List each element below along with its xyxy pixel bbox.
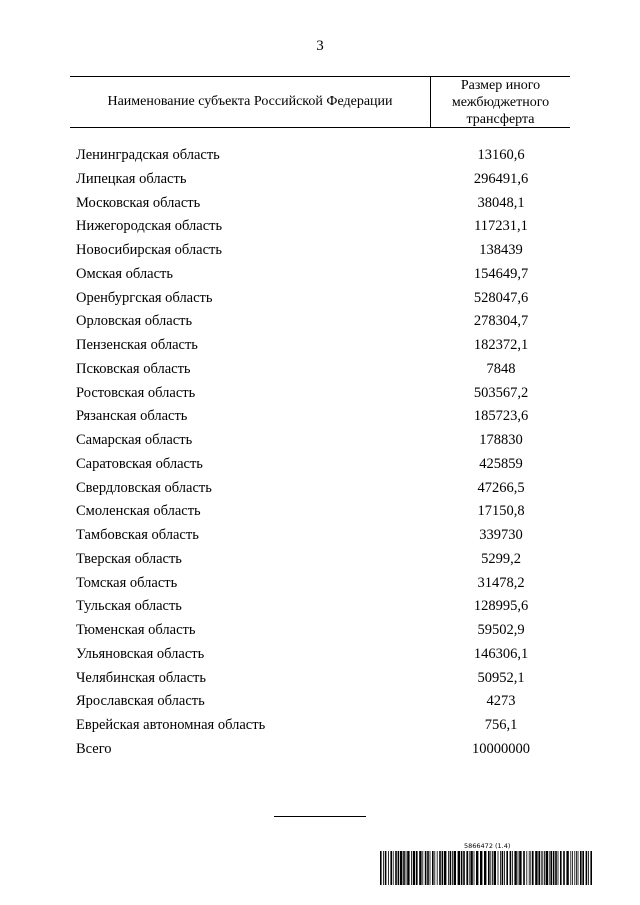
row-transfer-amount: 4273: [486, 693, 516, 710]
row-transfer-amount: 278304,7: [473, 313, 529, 330]
row-transfer-amount: 154649,7: [473, 265, 529, 282]
table-header: [70, 76, 570, 128]
table-row: [76, 239, 570, 263]
row-subject-name: Орловская область: [76, 313, 193, 330]
table-row: [76, 263, 570, 287]
table-row: [76, 168, 570, 192]
page-number: 3: [316, 38, 324, 54]
row-subject-name: Московская область: [76, 194, 201, 211]
table-row: [76, 595, 570, 619]
row-subject-name: Ульяновская область: [76, 645, 205, 662]
barcode-block: [380, 842, 592, 886]
row-subject-name: Свердловская область: [76, 479, 212, 496]
row-transfer-amount: 339730: [479, 527, 523, 543]
row-transfer-amount: 31478,2: [477, 574, 525, 591]
barcode-code: 5866472 (1.4): [464, 842, 511, 850]
row-subject-name: Ленинградская область: [76, 147, 220, 163]
table-row: [76, 358, 570, 382]
row-transfer-amount: 50952,1: [477, 669, 525, 686]
row-transfer-amount: 296491,6: [473, 170, 529, 187]
row-transfer-amount: 13160,6: [477, 147, 525, 163]
row-subject-name: Оренбургская область: [76, 289, 213, 306]
row-transfer-amount: 528047,6: [473, 289, 529, 306]
row-subject-name: Липецкая область: [76, 170, 187, 187]
table-body: [76, 144, 570, 762]
table-row: [76, 405, 570, 429]
row-transfer-amount: 146306,1: [473, 645, 529, 662]
row-transfer-amount: 178830: [479, 432, 523, 448]
row-subject-name: Тульская область: [76, 598, 182, 615]
table-row: [76, 215, 570, 239]
row-transfer-amount: 59502,9: [477, 622, 525, 638]
table-row: [76, 192, 570, 216]
row-subject-name: Самарская область: [76, 432, 193, 448]
row-transfer-amount: 7848: [486, 360, 516, 377]
table-row: [76, 738, 570, 762]
table-row: [76, 144, 570, 168]
barcode-icon: [380, 851, 592, 885]
row-subject-name: Пензенская область: [76, 337, 198, 353]
row-subject-name: Томская область: [76, 574, 178, 591]
table-row: [76, 382, 570, 406]
row-transfer-amount: 117231,1: [474, 218, 528, 235]
row-subject-name: Рязанская область: [76, 408, 188, 425]
row-transfer-amount: 17150,8: [477, 503, 525, 520]
row-subject-name: Ярославская область: [76, 693, 205, 710]
table-row: [76, 714, 570, 738]
row-transfer-amount: 47266,5: [477, 479, 525, 496]
table-row: [76, 667, 570, 691]
row-transfer-amount: 185723,6: [473, 408, 529, 425]
row-subject-name: Еврейская автономная область: [76, 717, 266, 733]
row-subject-name: Смоленская область: [76, 503, 201, 520]
header-subject-name: Наименование субъекта Российской Федерации: [107, 94, 393, 109]
row-transfer-amount: 138439: [479, 242, 523, 258]
row-subject-name: Новосибирская область: [76, 242, 222, 258]
table-row: [76, 429, 570, 453]
row-transfer-amount: 128995,6: [473, 598, 529, 615]
row-subject-name: Псковская область: [76, 360, 191, 377]
row-transfer-amount: 503567,2: [473, 384, 529, 401]
table-row: [76, 500, 570, 524]
row-transfer-amount: 5299,2: [481, 550, 521, 567]
row-transfer-amount: 182372,1: [473, 337, 529, 353]
row-subject-name: Тверская область: [76, 550, 182, 567]
table-row: [76, 690, 570, 714]
table-row: [76, 334, 570, 358]
row-subject-name: Всего: [76, 740, 112, 757]
table-row: [76, 524, 570, 548]
table-row: [76, 310, 570, 334]
row-subject-name: Нижегородская область: [76, 218, 223, 235]
row-subject-name: Ростовская область: [76, 384, 196, 401]
table-row: [76, 548, 570, 572]
table-row: [76, 453, 570, 477]
header-transfer-amount: Размер иного межбюджетного трансферта: [451, 77, 550, 127]
table-row: [76, 619, 570, 643]
row-transfer-amount: 425859: [479, 455, 523, 472]
row-transfer-amount: 756,1: [484, 717, 518, 733]
row-subject-name: Тамбовская область: [76, 527, 199, 543]
row-transfer-amount: 10000000: [472, 740, 530, 757]
row-subject-name: Челябинская область: [76, 669, 206, 686]
table-row: [76, 477, 570, 501]
row-subject-name: Омская область: [76, 265, 173, 282]
table-row: [76, 572, 570, 596]
table-row: [76, 287, 570, 311]
footer-rule: [274, 816, 366, 817]
row-subject-name: Тюменская область: [76, 622, 196, 638]
row-subject-name: Саратовская область: [76, 455, 203, 472]
row-transfer-amount: 38048,1: [477, 194, 525, 211]
table-row: [76, 643, 570, 667]
